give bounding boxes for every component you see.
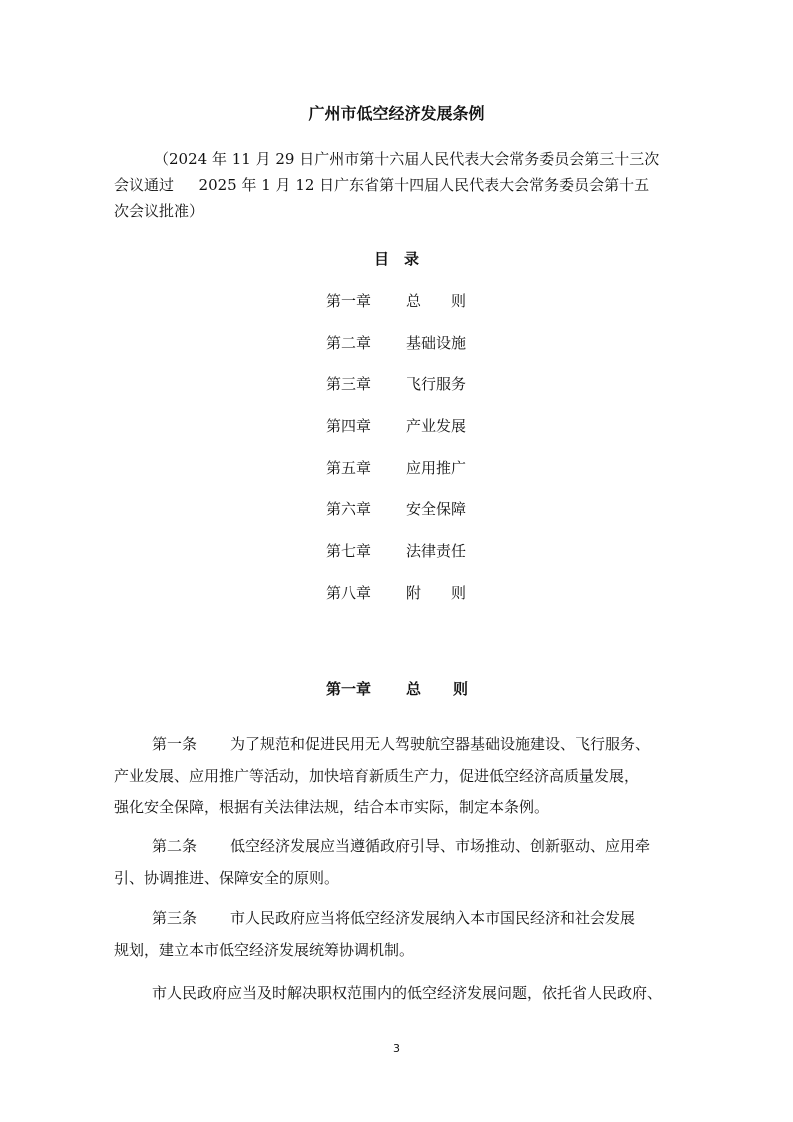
toc-entry[interactable] [326, 290, 526, 332]
article-3 [114, 903, 686, 966]
page-number: 3 [393, 1042, 400, 1055]
chapter-name: 总 则 [406, 680, 468, 698]
toc-chapter-number: 第二章 [326, 333, 372, 352]
toc-chapter-name: 总 则 [406, 292, 467, 310]
article-text: 低空经济发展应当遵循政府引导、市场推动、创新驱动、应用牵 [230, 837, 651, 855]
adoption-note-line-1: （2024 年 11 月 29 日广州市第十六届人民代表大会常务委员会第三十三次 [154, 150, 660, 168]
toc-chapter-number: 第七章 [326, 542, 372, 561]
article-text: 产业发展、应用推广等活动，加快培育新质生产力，促进低空经济高质量发展， [114, 766, 640, 785]
chapter-heading [326, 678, 468, 699]
article-text: 强化安全保障，根据有关法律法规，结合本市实际，制定本条例。 [114, 798, 550, 816]
article-text: 市人民政府应当将低空经济发展纳入本市国民经济和社会发展 [230, 909, 636, 927]
toc-entry[interactable] [326, 373, 526, 415]
adoption-note-line-2: 会议通过 2025 年 1 月 12 日广东省第十四届人民代表大会常务委员会第十五 [114, 176, 650, 194]
toc-heading: 目 录 [373, 250, 419, 268]
toc-chapter-name: 应用推广 [406, 458, 467, 477]
article-label: 第三条 [152, 909, 198, 927]
article-text: 为了规范和促进民用无人驾驶航空器基础设施建设、飞行服务、 [230, 735, 651, 753]
toc-chapter-name: 飞行服务 [406, 375, 467, 394]
adoption-note [114, 146, 684, 224]
toc-chapter-number: 第八章 [326, 583, 372, 602]
toc-entry[interactable] [326, 332, 526, 374]
toc-chapter-number: 第一章 [326, 292, 372, 310]
article-text: 市人民政府应当及时解决职权范围内的低空经济发展问题，依托省人民政府、 [152, 984, 663, 1002]
article-1 [114, 729, 686, 824]
article-text: 规划，建立本市低空经济发展统筹协调机制。 [114, 940, 415, 959]
article-2 [114, 831, 686, 894]
toc-entry[interactable] [326, 457, 526, 499]
toc-chapter-name: 产业发展 [406, 417, 467, 436]
toc-chapter-name: 附 则 [406, 583, 467, 602]
article-label: 第一条 [152, 735, 198, 753]
document-title: 广州市低空经济发展条例 [308, 104, 485, 123]
toc-entry[interactable] [326, 540, 526, 582]
toc-chapter-number: 第六章 [326, 500, 372, 519]
toc-chapter-number: 第五章 [326, 458, 372, 477]
article-text: 引、协调推进、保障安全的原则。 [114, 868, 340, 887]
toc-chapter-name: 基础设施 [406, 333, 467, 352]
toc-chapter-name: 法律责任 [406, 542, 467, 561]
toc-entry[interactable] [326, 415, 526, 457]
toc-chapter-number: 第四章 [326, 417, 372, 436]
table-of-contents [326, 290, 526, 624]
toc-chapter-name: 安全保障 [406, 500, 467, 519]
toc-chapter-number: 第三章 [326, 375, 372, 394]
adoption-note-line-3: 次会议批准） [114, 202, 205, 220]
toc-entry[interactable] [326, 582, 526, 624]
article-3-paragraph-2 [114, 978, 686, 1010]
toc-entry[interactable] [326, 498, 526, 540]
chapter-number: 第一章 [326, 680, 372, 698]
article-label: 第二条 [152, 837, 198, 855]
